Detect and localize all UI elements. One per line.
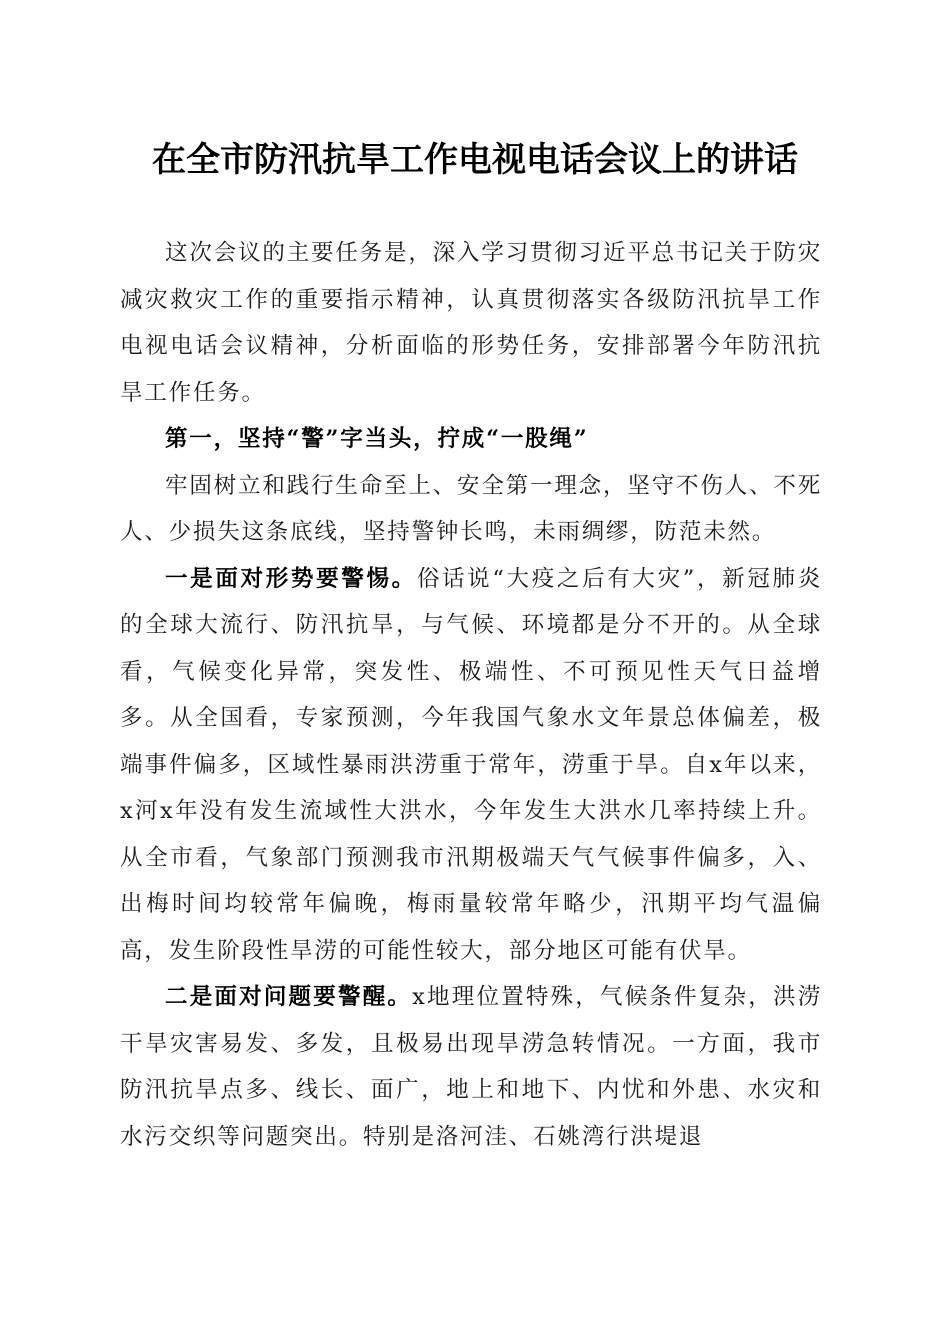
document-title: 在全市防汛抗旱工作电视电话会议上的讲话 xyxy=(152,140,798,180)
item-2-paragraph xyxy=(120,974,822,1160)
item-2-lead: 二是面对问题要警醒。 xyxy=(165,984,413,1010)
document-body xyxy=(120,230,822,1160)
item-1-body: 俗话说“大疫之后有大灾”，新冠肺炎的全球大流行、防汛抗旱，与气候、环境都是分不开的。从全球看，气候变化异常，突发性、极端性、不可预见性天气日益增多。从全国看，专家预测，今年我国气象水文年景总体偏差，极端事件偏多，区域性暴雨洪涝重于常年，涝重于旱。自x年以来，x河x年没有发生流域性大洪水，今年发生大洪水几率持续上升。从全市看，气象部门预测我市汛期极端天气气候事件偏多，入、出梅时间均较常年偏晚，梅雨量较常年略少，汛期平均气温偏高，发生阶段性旱涝的可能性较大，部分地区可能有伏旱。 xyxy=(120,565,822,964)
item-2-body: x地理位置特殊，气候条件复杂，洪涝干旱灾害易发、多发，且极易出现旱涝急转情况。一方面，我市防汛抗旱点多、线长、面广，地上和地下、内忧和外患、水灾和水污交织等问题突出。特别是洛河洼、石姚湾行洪堤退 xyxy=(120,984,822,1150)
section-heading-1: 第一，坚持“警”字当头，拧成“一股绳” xyxy=(165,426,589,452)
section-1-paragraph: 牢固树立和践行生命至上、安全第一理念，坚守不伤人、不死人、少损失这条底线，坚持警钟长鸣，未雨绸缪，防范未然。 xyxy=(120,472,822,545)
item-1-paragraph xyxy=(120,556,822,975)
intro-paragraph: 这次会议的主要任务是，深入学习贯彻习近平总书记关于防灾减灾救灾工作的重要指示精神，认真贯彻落实各级防汛抗旱工作电视电话会议精神，分析面临的形势任务，安排部署今年防汛抗旱工作任务。 xyxy=(120,240,822,406)
item-1-lead: 一是面对形势要警惕。 xyxy=(165,565,417,592)
